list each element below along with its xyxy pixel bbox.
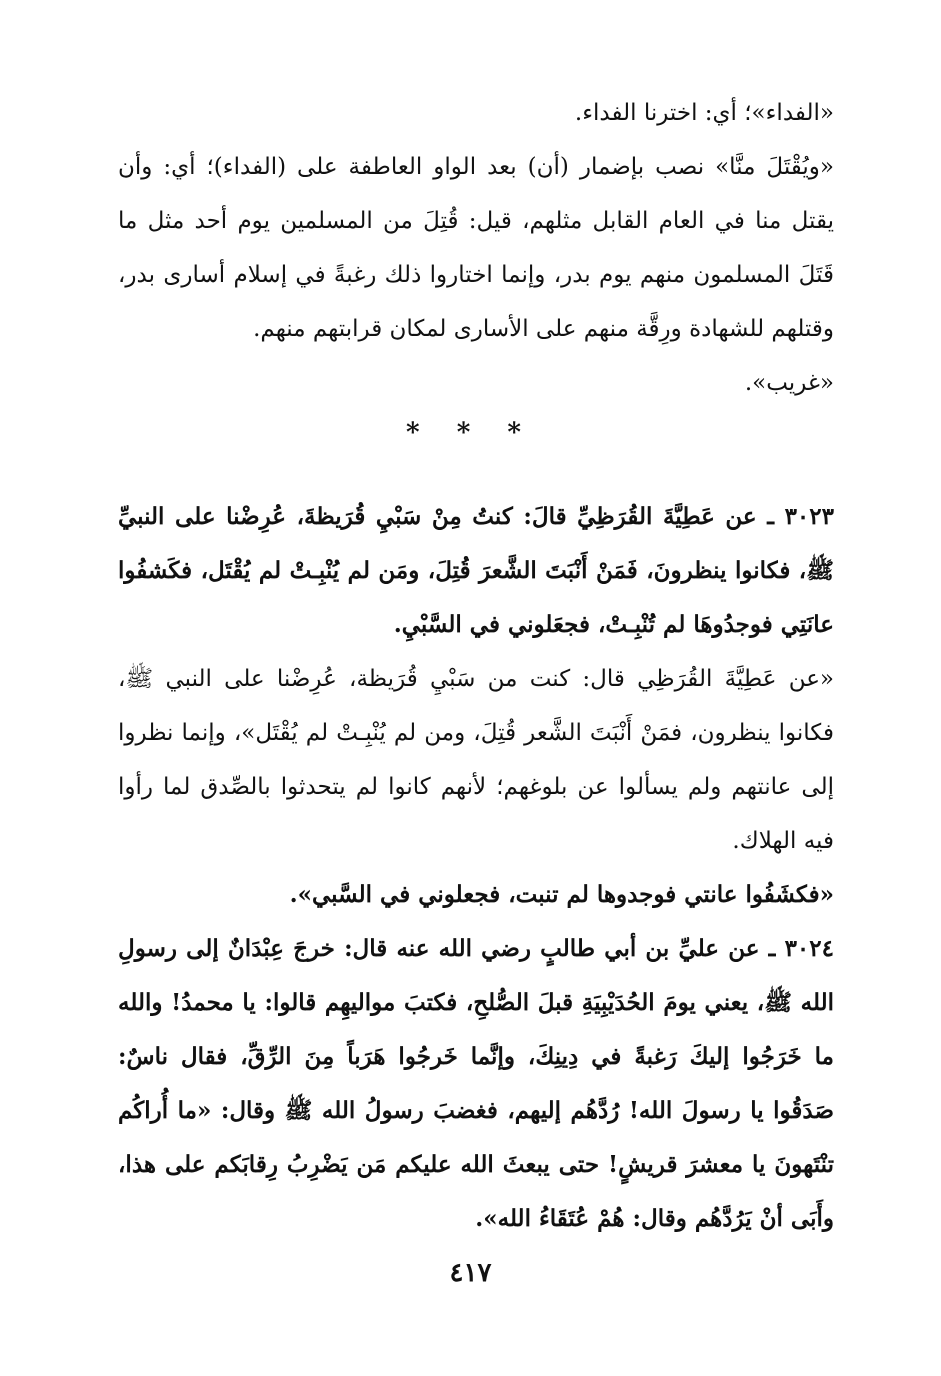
paragraph-yuqtal-explanation: «ويُقْتَلَ منَّا» نصب بإضمار (أن) بعد الواو العاطفة على (الفداء)؛ أي: وأن يقتل منا في العام القابل مثلهم، قيل: قُتِلَ من المسلمين يوم أحد مثل ما قَتَلَ المسلمون منهم يوم بدر، وإنما اختاروا ذلك رغبةً في إسلام أسارى بدر، وقتلهم للشهادة ورِقَّة منهم على الأسارى لمكان قرابتهم منهم. (118, 154, 834, 342)
paragraph-gharib: «غريب». (744, 370, 834, 396)
page-number: ٤١٧ (449, 1258, 492, 1288)
hadith-3023: ٣٠٢٣ ـ عن عَطِيَّةَ القُرَظِيِّ قالَ: كنتُ مِنْ سَبْيِ قُرَيظةَ، عُرِضْنا على النبيِّ ﷺ، فكانوا ينظرونَ، فَمَنْ أَنْبَتَ الشَّعرَ قُتِلَ، ومَن لم يُنْبِـتْ لم يُقْتَل، فكَشفُوا عانَتِي فوجدُوهَا لم تُنْبِـتْ، فجعَلوني في السَّبْيِ. (118, 503, 834, 638)
quote-kashafu: «فكشَفُوا عانتي فوجدوها لم تنبت، فجعلوني في السَّبي». (289, 881, 834, 908)
hadith-3024: ٣٠٢٤ ـ عن عليِّ بن أبي طالبٍ رضي الله عنه قال: خرجَ عِبْدَانٌ إلى رسولِ الله ﷺ، يعني يومَ الحُدَيْبِيَةِ قبلَ الصُّلحِ، فكتبَ مواليهِم قالوا: يا محمدُ! والله ما خَرَجُوا إليكَ رَغبةً في دِينِكَ، وإنَّما خَرجُوا هَرَباً مِنَ الرِّقِّ، فقال ناسٌ: صَدَقُوا يا رسولَ الله! رُدَّهُم إليهم، فغضبَ رسولُ الله ﷺ وقال: «ما أُراكُم تنْتَهونَ يا معشرَ قريشٍ! حتى يبعثَ الله عليكم مَن يَضْرِبُ رِقابَكم على هذا، وأَبَى أنْ يَرُدَّهُم وقال: هُمْ عُتَقَاءُ الله». (118, 935, 834, 1232)
section-separator: * * * (406, 418, 535, 448)
paragraph-fidaa-definition: «الفداء»؛ أي: اخترنا الفداء. (574, 100, 834, 126)
commentary-3023: «عن عَطِيَّةَ القُرَظِي قال: كنت من سَبْيِ قُرَيظة، عُرِضْنا على النبي ﷺ، فكانوا ينظرون، فمَنْ أَنْبَتَ الشَّعر قُتِلَ، ومن لم يُنْبِـتْ لم يُقْتَل»، وإنما نظروا إلى عانتهم ولم يسألوا عن بلوغهم؛ لأنهم كانوا لم يتحدثوا بالصِّدق لما رأوا فيه الهلاك. (118, 666, 834, 854)
